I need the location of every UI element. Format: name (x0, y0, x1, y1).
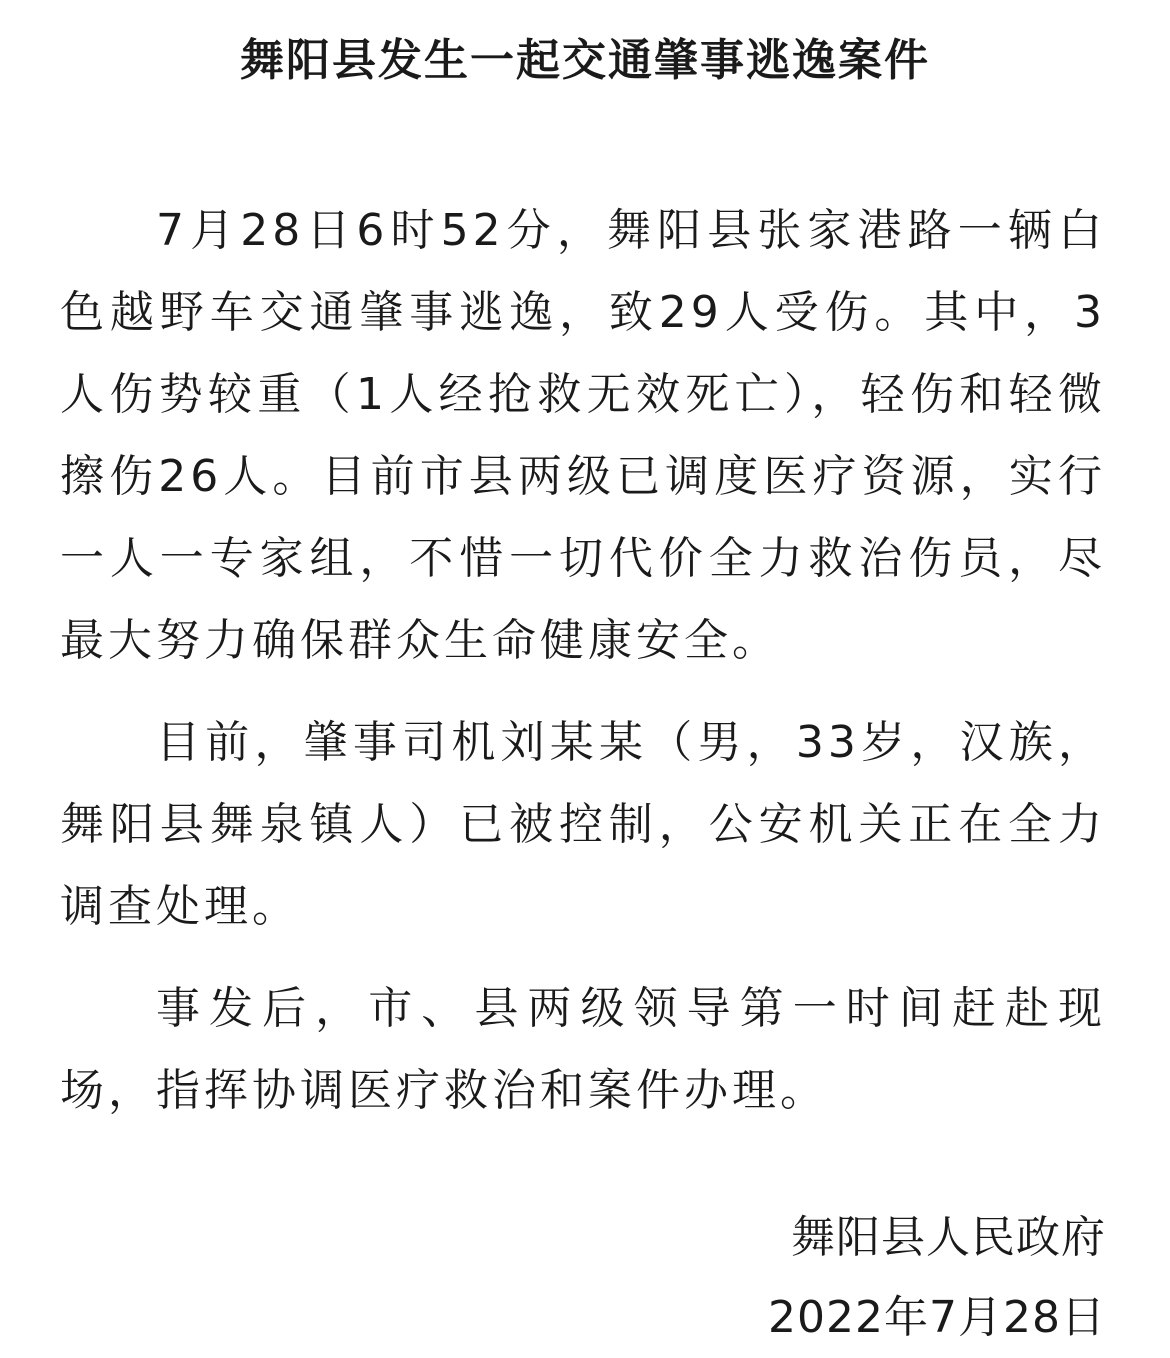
document-body (60, 190, 1106, 1152)
paragraph-response: 事发后，市、县两级领导第一时间赶赴现场，指挥协调医疗救治和案件办理。 (60, 983, 1106, 1116)
paragraph-incident: 7月28日6时52分，舞阳县张家港路一辆白色越野车交通肇事逃逸，致29人受伤。其中，3人伤势较重（1人经抢救无效死亡），轻伤和轻微擦伤26人。目前市县两级已调度医疗资源，实行一人一专家组，不惜一切代价全力救治伤员，尽最大努力确保群众生命健康安全。 (60, 205, 1106, 666)
issue-date: 2022年7月28日 (768, 1292, 1106, 1343)
signature-block (768, 1198, 1106, 1358)
cropped-watermark (548, 1346, 628, 1356)
document-title: 舞阳县发生一起交通肇事逃逸案件 (240, 35, 930, 86)
paragraph-driver: 目前，肇事司机刘某某（男，33岁，汉族，舞阳县舞泉镇人）已被控制，公安机关正在全力调查处理。 (60, 717, 1106, 932)
issuer-name: 舞阳县人民政府 (791, 1212, 1106, 1263)
